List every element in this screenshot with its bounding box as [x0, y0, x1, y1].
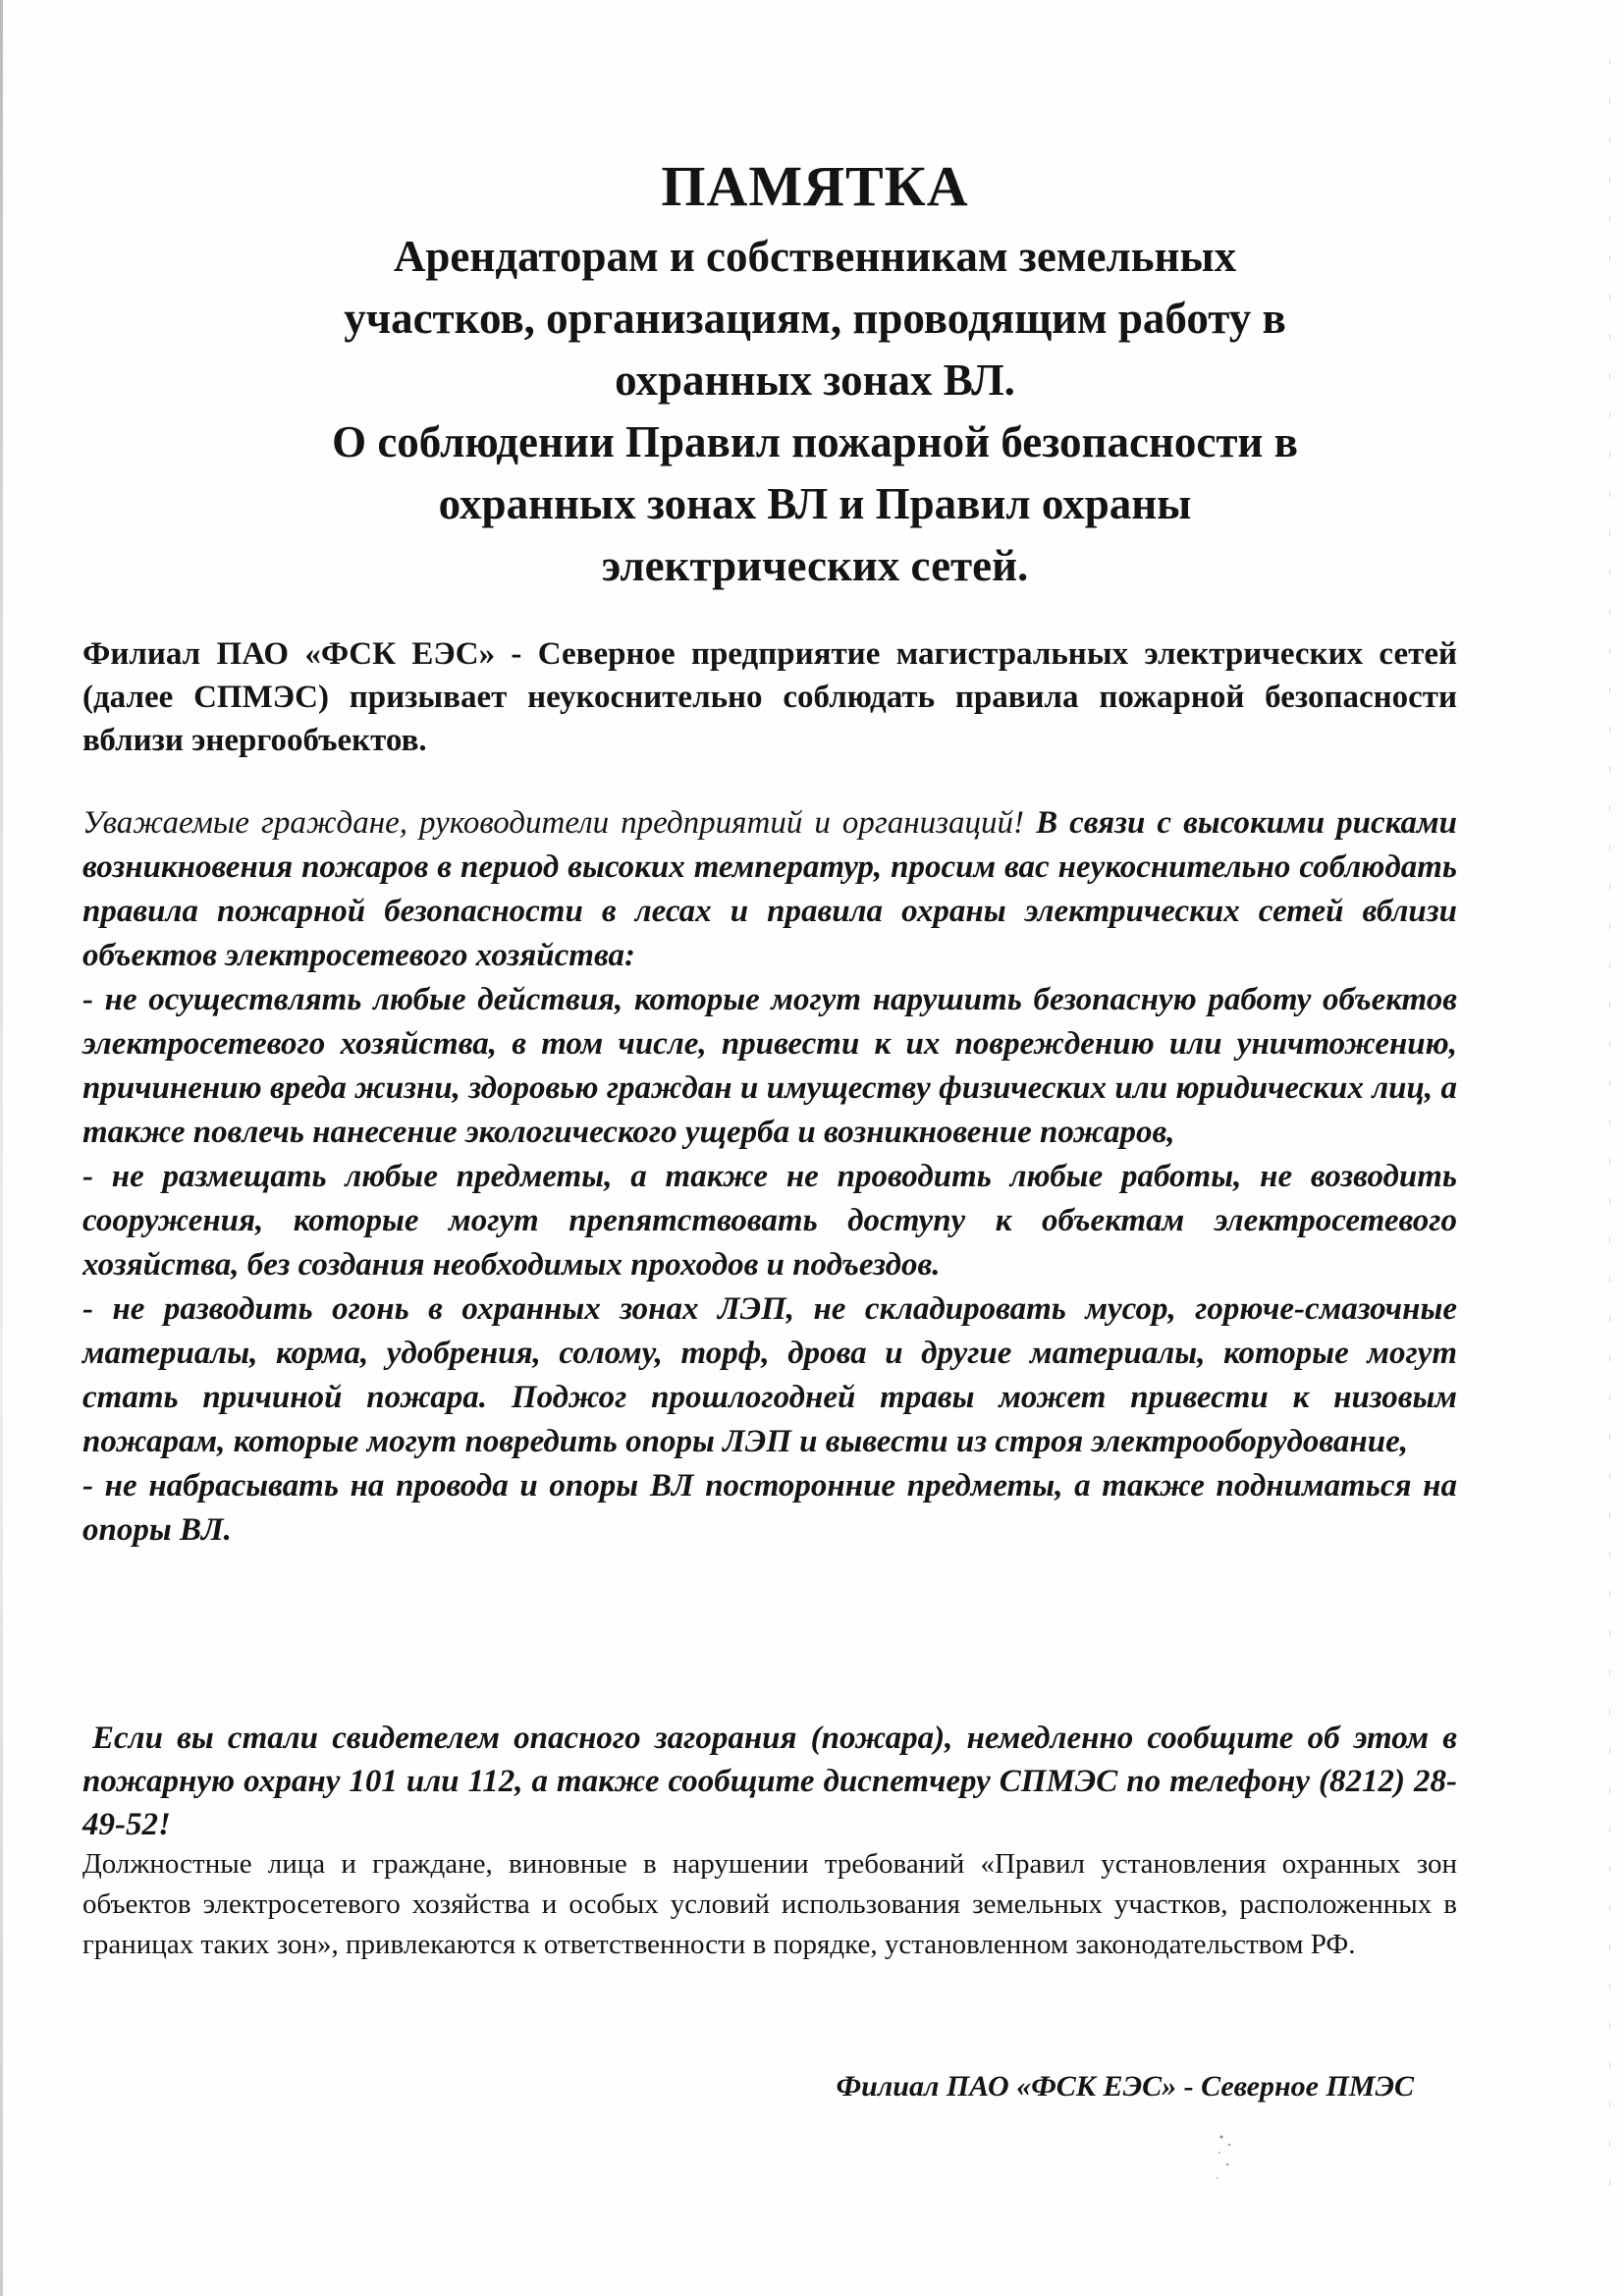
signature-line: Филиал ПАО «ФСК ЕЭС» - Северное ПМЭС: [836, 2070, 1414, 2103]
appeal-body: В связи с высокими рисками возникновения пожаров в период высоких температур, просим вас неукоснительно соблюдать правила пожарной безопасности в лесах и правила охраны электрических сетей вблизи объектов электросетевого хозяйства:: [82, 805, 1457, 973]
appeal-section: [82, 801, 1457, 1553]
document-title: ПАМЯТКА: [661, 154, 969, 218]
appeal-paragraph: [82, 801, 1457, 978]
title-block: [177, 147, 1453, 597]
subtitle-line-5: охранных зонах ВЛ и Правил охраны: [438, 479, 1192, 528]
emergency-paragraph: Если вы стали свидетелем опасного загорания (пожара), немедленно сообщите об этом в пожарную охрану 101 или 112, а также сообщите диспетчеру СПМЭС по телефону (8212) 28-49-52!: [82, 1721, 1457, 1842]
appeal-item-4: - не набрасывать на провода и опоры ВЛ посторонние предметы, а также подниматься на опоры ВЛ.: [82, 1468, 1457, 1548]
scan-specks-icon: [1208, 2131, 1247, 2190]
subtitle-line-3: охранных зонах ВЛ.: [615, 355, 1015, 405]
subtitle-line-4: О соблюдении Правил пожарной безопасности в: [332, 417, 1298, 466]
appeal-item-1: - не осуществлять любые действия, которые могут нарушить безопасную работу объектов электросетевого хозяйства, в том числе, привести к их повреждению или уничтожению, причинению вреда жизни, здоровью граждан и имуществу физических или юридических лиц, а также повлечь нанесение экологического ущерба и возникновение пожаров,: [82, 982, 1457, 1150]
appeal-item-3: - не разводить огонь в охранных зонах ЛЭП, не складировать мусор, горюче-смазочные материалы, корма, удобрения, солому, торф, дрова и другие материалы, которые могут стать причиной пожара. Поджог прошлогодней травы может привести к низовым пожарам, которые могут повредить опоры ЛЭП и вывести из строя электрооборудование,: [82, 1291, 1457, 1459]
scan-edge-right: [1609, 59, 1610, 2219]
appeal-item-2: - не размещать любые предметы, а также не проводить любые работы, не возводить сооружения, которые могут препятствовать доступу к объектам электросетевого хозяйства, без создания необходимых проходов и подъездов.: [82, 1159, 1457, 1283]
subtitle-line-2: участков, организациям, проводящим работу в: [344, 294, 1286, 343]
scan-edge-left: [0, 0, 3, 2296]
intro-paragraph: Филиал ПАО «ФСК ЕЭС» - Северное предприятие магистральных электрических сетей (далее СПМЭС) призывает неукоснительно соблюдать правила пожарной безопасности вблизи энергообъектов.: [82, 636, 1457, 758]
subtitle-line-1: Арендаторам и собственникам земельных: [393, 232, 1237, 281]
appeal-greeting: Уважаемые граждане, руководители предприятий и организаций!: [82, 805, 1025, 841]
liability-paragraph: Должностные лица и граждане, виновные в нарушении требований «Правил установления охранных зон объектов электросетевого хозяйства и особых условий использования земельных участков, расположенных в границах таких зон», привлекаются к ответственности в порядке, установленном законодательством РФ.: [82, 1848, 1457, 1960]
subtitle-line-6: электрических сетей.: [601, 541, 1029, 590]
